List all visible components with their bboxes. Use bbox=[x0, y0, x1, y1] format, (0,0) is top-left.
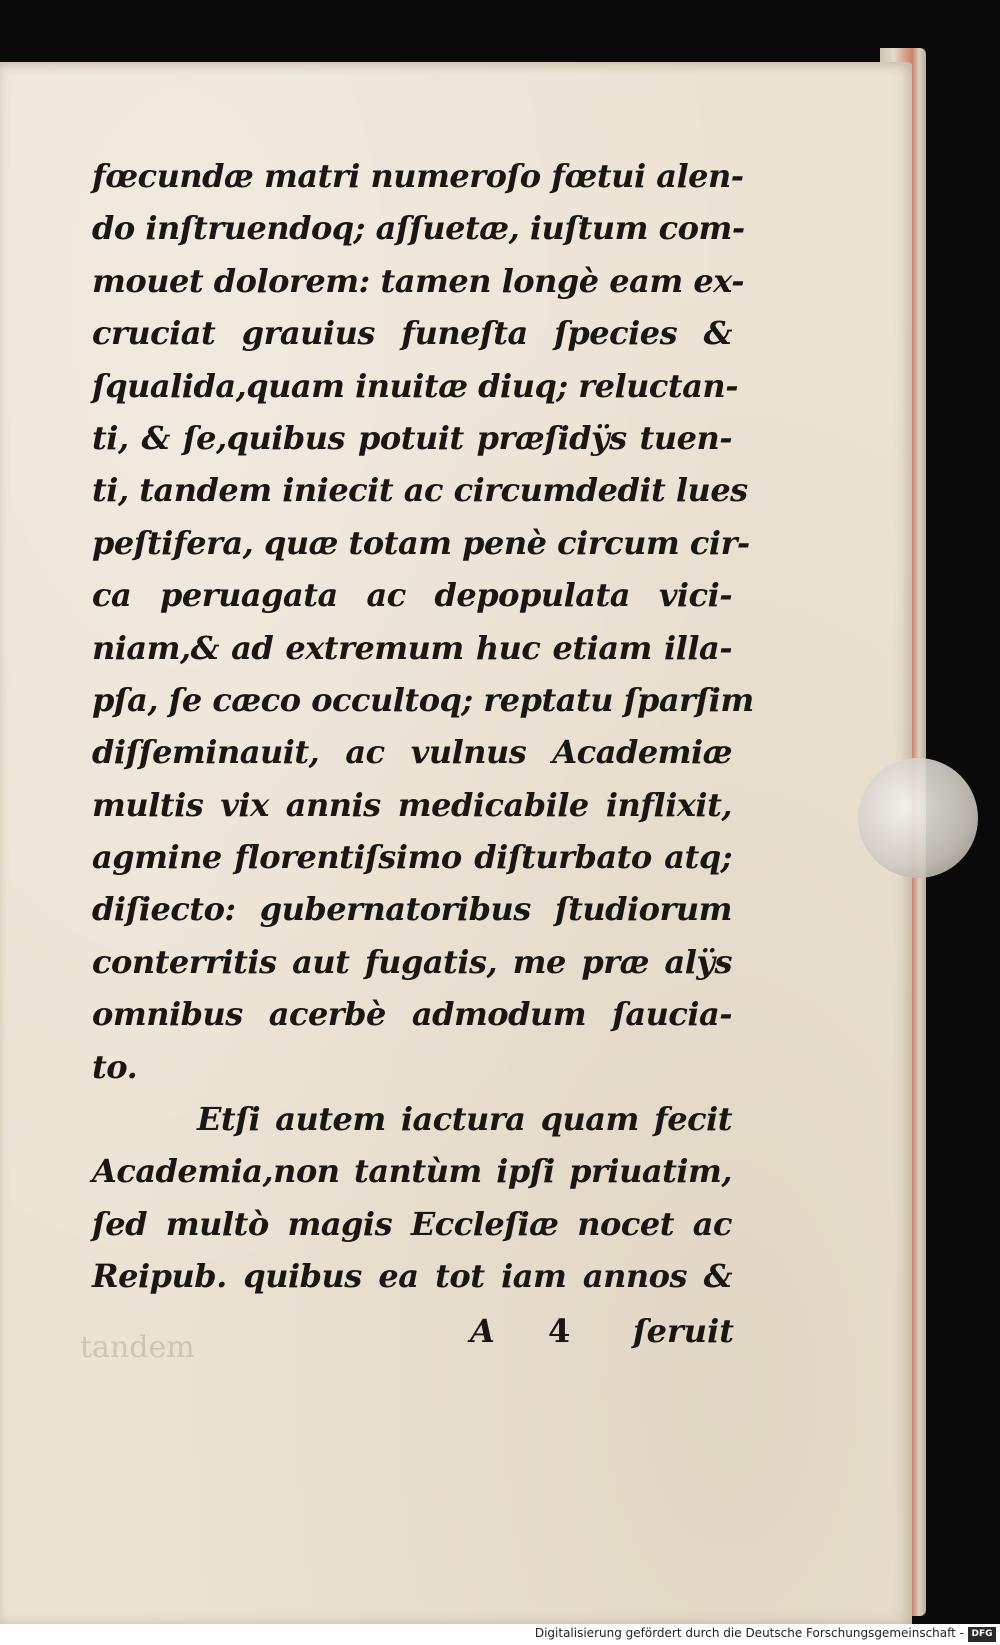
text-line-21: ſed multò magis Eccleſiæ nocet ac bbox=[92, 1204, 732, 1243]
text-line-15: diſiecto: gubernatoribus ſtudiorum bbox=[92, 890, 732, 929]
text-line-13: multis vix annis medicabile inflixit, bbox=[92, 785, 732, 824]
body-text bbox=[92, 150, 754, 1303]
text-line-2: do inſtruendoq; aſſuetæ, iuſtum com- bbox=[92, 209, 745, 248]
text-line-12: diſſeminauit, ac vulnus Academiæ bbox=[92, 733, 732, 772]
text-line-11: pſa, ſe cæco occultoq; reptatu ſparſim bbox=[92, 680, 754, 719]
dfg-logo-icon: DFG bbox=[968, 1627, 996, 1642]
bleed-through-text: tandem bbox=[80, 1330, 195, 1365]
text-line-6: ti, & ſe,quibus potuit præſidÿs tuen- bbox=[92, 418, 732, 457]
catchword: ſeruit bbox=[632, 1312, 734, 1350]
text-line-1: fœcundæ matri numeroſo fœtui alen- bbox=[92, 157, 744, 195]
text-line-3: mouet dolorem: tamen longè eam ex- bbox=[92, 261, 745, 300]
text-line-17: omnibus acerbè admodum ſaucia- bbox=[92, 995, 732, 1034]
text-line-9: ca peruagata ac depopulata vici- bbox=[92, 576, 732, 615]
text-line-22: Reipub. quibus ea tot iam annos & bbox=[92, 1257, 732, 1296]
text-line-20: Academia,non tantùm ipſi priuatim, bbox=[92, 1152, 732, 1191]
text-line-16: conterritis aut fugatis, me præ alÿs bbox=[92, 942, 732, 981]
text-line-8: peſtifera, quæ totam penè circum cir- bbox=[92, 523, 750, 562]
text-line-4: cruciat grauius funeſta ſpecies & bbox=[92, 314, 732, 353]
footer-bar bbox=[0, 1624, 1000, 1645]
signature-mark: A bbox=[470, 1312, 495, 1350]
text-line-7: ti, tandem iniecit ac circumdedit lues bbox=[92, 471, 748, 510]
footer-credit: Digitalisierung gefördert durch die Deutsche Forschungsgemeinschaft - bbox=[534, 1626, 964, 1640]
catchline bbox=[470, 1312, 734, 1362]
text-line-10: niam,& ad extremum huc etiam illa- bbox=[92, 628, 732, 667]
text-line-5: ſqualida,quam inuitæ diuq; reluctan- bbox=[92, 366, 738, 405]
signature-number: 4 bbox=[548, 1312, 571, 1350]
text-line-18: to. bbox=[92, 1047, 138, 1086]
clip-tab bbox=[858, 758, 978, 878]
text-line-19: Etſi autem iactura quam fecit bbox=[197, 1100, 732, 1139]
text-line-14: agmine florentiſsimo diſturbato atq; bbox=[92, 838, 732, 877]
